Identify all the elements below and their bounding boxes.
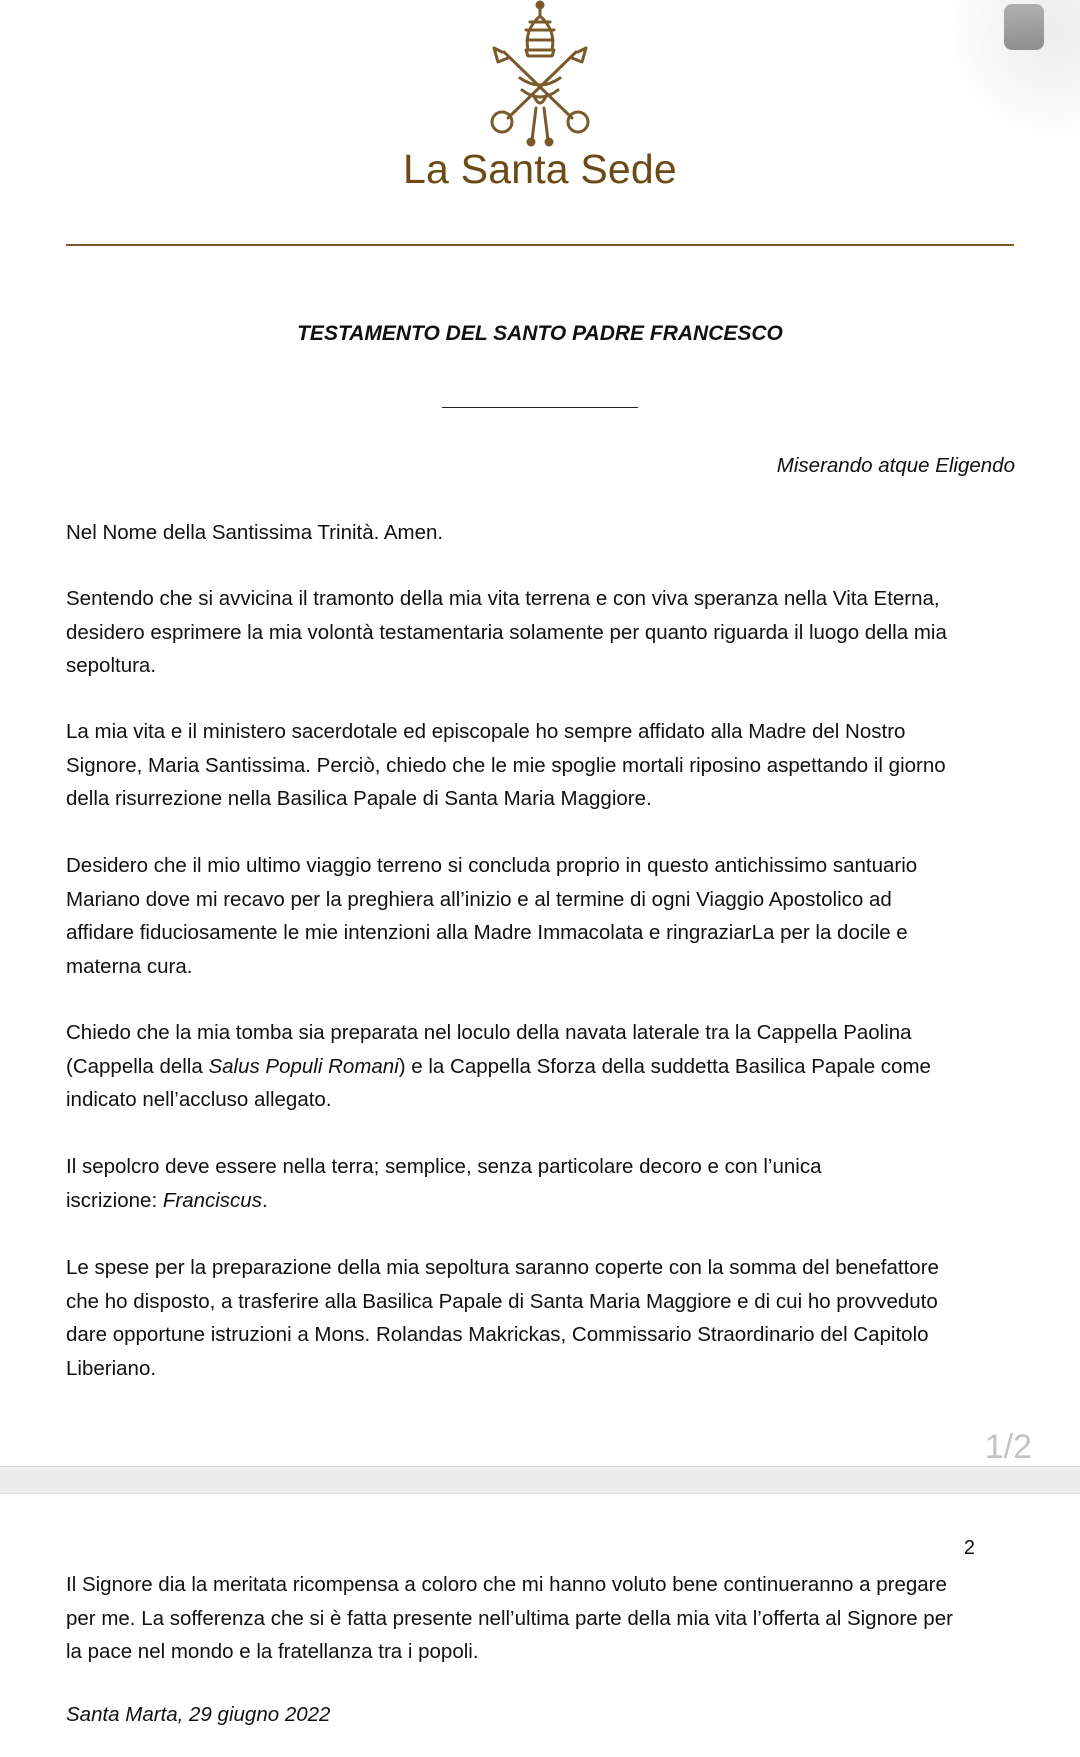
document-title: TESTAMENTO DEL SANTO PADRE FRANCESCO xyxy=(297,322,783,345)
paragraph-sepolcro xyxy=(66,1150,1016,1217)
title-divider xyxy=(442,407,638,408)
text-run: ) e la Cappella Sforza della suddetta Basilica Papale come xyxy=(398,1054,931,1078)
brand-title: La Santa Sede xyxy=(403,146,677,192)
text-run: . xyxy=(261,1188,268,1212)
papal-emblem-icon xyxy=(480,0,600,148)
paragraph-line: dare opportune istruzioni a Mons. Rolandas Makrickas, Commissario Straordinario del Capitolo xyxy=(66,1323,929,1347)
paragraph-line: desidero esprimere la mia volontà testamentaria solamente per quanto riguarda il luogo della mia xyxy=(66,620,947,644)
scroll-up-icon[interactable] xyxy=(1004,4,1044,50)
paragraph-line: che ho disposto, a trasferire alla Basilica Papale di Santa Maria Maggiore e di cui ho provveduto xyxy=(66,1289,938,1313)
paragraph-line: materna cura. xyxy=(66,954,193,978)
paragraph-line xyxy=(66,1184,1016,1218)
paragraph-line: Sentendo che si avvicina il tramonto della mia vita terrena e con viva speranza nella Vita Eterna, xyxy=(66,587,940,610)
paragraph-line: Signore, Maria Santissima. Perciò, chiedo che le mie spoglie mortali riposino aspettando il giorno xyxy=(66,753,946,777)
italic-run: Salus Populi Romani xyxy=(208,1054,399,1078)
paragraph-invocation xyxy=(66,516,1016,550)
page-number: 2 xyxy=(963,1537,975,1559)
paragraph-line: Liberiano. xyxy=(66,1356,157,1380)
paragraph-line: della risurrezione nella Basilica Papale di Santa Maria Maggiore. xyxy=(66,787,652,811)
paragraph-ricompensa xyxy=(66,1568,1016,1669)
paragraph-line: Desidero che il mio ultimo viaggio terreno si concluda proprio in questo antichissimo santuario xyxy=(66,854,918,877)
paragraph-line: la pace nel mondo e la fratellanza tra i popoli. xyxy=(66,1640,479,1664)
signoff-date: Santa Marta, 29 giugno 2022 xyxy=(66,1703,331,1726)
italic-run: Franciscus xyxy=(162,1188,262,1212)
paragraph-line: affidare fiduciosamente le mie intenzioni alla Madre Immacolata e ringraziarLa per la docile e xyxy=(66,921,908,945)
paragraph-line: Nel Nome della Santissima Trinità. Amen. xyxy=(66,521,444,544)
paragraph-line: La mia vita e il ministero sacerdotale ed episcopale ho sempre affidato alla Madre del Nostro xyxy=(66,720,906,743)
motto: Miserando atque Eligendo xyxy=(776,454,1015,477)
paragraph-line: Il Signore dia la meritata ricompensa a coloro che mi hanno voluto bene continueranno a pregare xyxy=(66,1573,947,1596)
paragraph-line: sepoltura. xyxy=(66,654,157,678)
paragraph-intro xyxy=(66,582,1016,683)
paragraph-viaggio xyxy=(66,849,1016,983)
paragraph-spese xyxy=(66,1251,1016,1385)
paragraph-line: Le spese per la preparazione della mia sepoltura saranno coperte con la somma del benefattore xyxy=(66,1256,939,1279)
text-run: (Cappella della xyxy=(66,1054,209,1078)
paragraph-line: Mariano dove mi recavo per la preghiera all’inizio e al termine di ogni Viaggio Apostolico ad xyxy=(66,887,892,911)
text-run: iscrizione: xyxy=(66,1188,163,1212)
paragraph-line: per me. La sofferenza che si è fatta presente nell’ultima parte della mia vita l’offerta al Signore per xyxy=(66,1606,953,1630)
page-separator xyxy=(0,1466,1080,1494)
page-indicator: 1/2 xyxy=(984,1428,1032,1466)
header-divider xyxy=(66,244,1014,246)
paragraph-line xyxy=(66,1050,1016,1084)
paragraph-line: Il sepolcro deve essere nella terra; semplice, senza particolare decoro e con l’unica xyxy=(66,1155,822,1178)
paragraph-tomba xyxy=(66,1016,1016,1117)
paragraph-madre xyxy=(66,715,1016,816)
paragraph-line: Chiedo che la mia tomba sia preparata nel loculo della navata laterale tra la Cappella Paolina xyxy=(66,1021,912,1044)
paragraph-line: indicato nell’accluso allegato. xyxy=(66,1088,332,1112)
